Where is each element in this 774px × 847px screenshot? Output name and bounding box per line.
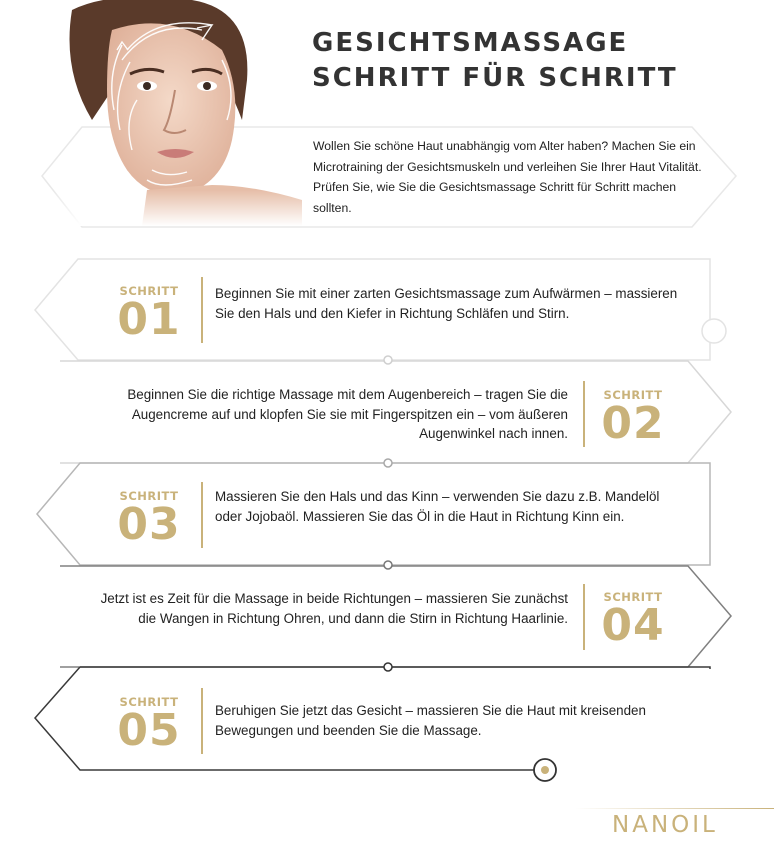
step-2-word: SCHRITT xyxy=(603,388,663,402)
step-1-number: 01 xyxy=(117,294,181,345)
step-5-word: SCHRITT xyxy=(119,695,179,709)
step-2-divider xyxy=(583,381,585,447)
step-3-divider xyxy=(201,482,203,548)
step-2-text: Beginnen Sie die richtige Massage mit dem Augenbereich – tragen Sie die Augencreme auf und klopfen Sie sie mit Fingerspitzen ein – vom äußeren Augenwinkel nach innen. xyxy=(127,387,568,441)
title-line-2: SCHRITT FÜR SCHRITT xyxy=(312,63,678,93)
brand-logo: NANOIL xyxy=(612,812,718,838)
step-3-number: 03 xyxy=(117,499,181,550)
step-1-word: SCHRITT xyxy=(119,284,179,298)
step-5-label xyxy=(104,695,194,756)
intro-text: Wollen Sie schöne Haut unabhängig vom Alter haben? Machen Sie ein Microtraining der Gesichtsmuskeln und verleihen Sie Ihrer Haut Vitalität. Prüfen Sie, wie Sie die Gesichtsmassage Schritt für Schritt machen sollten. xyxy=(313,139,702,215)
step-2-label xyxy=(588,388,678,449)
step-3-text: Massieren Sie den Hals und das Kinn – verwenden Sie dazu z.B. Mandelöl oder Jojobaöl. Massieren Sie das Öl in die Haut in Richtung Kinn ein. xyxy=(215,489,660,524)
face-massage-illustration xyxy=(52,0,302,226)
step-1-text: Beginnen Sie mit einer zarten Gesichtsmassage zum Aufwärmen – massieren Sie den Hals und den Kiefer in Richtung Schläfen und Stirn. xyxy=(215,286,678,321)
step-4-divider xyxy=(583,584,585,650)
step-3-word: SCHRITT xyxy=(119,489,179,503)
step-4-text: Jetzt ist es Zeit für die Massage in beide Richtungen – massieren Sie zunächst die Wangen in Richtung Ohren, und dann die Stirn in Richtung Haarlinie. xyxy=(100,591,568,626)
step-5-divider xyxy=(201,688,203,754)
brand-line xyxy=(575,808,774,809)
title-line-1: GESICHTSMASSAGE xyxy=(312,28,629,58)
step-2-number: 02 xyxy=(601,398,665,449)
step-5-text: Beruhigen Sie jetzt das Gesicht – massieren Sie die Haut mit kreisenden Bewegungen und beenden Sie die Massage. xyxy=(215,703,646,738)
step-4-word: SCHRITT xyxy=(603,590,663,604)
step-4-number: 04 xyxy=(601,600,665,651)
page-title xyxy=(312,26,678,96)
step-1-label xyxy=(104,284,194,345)
step-5-number: 05 xyxy=(117,705,181,756)
step-1-divider xyxy=(201,277,203,343)
step-4-label xyxy=(588,590,678,651)
step-3-label xyxy=(104,489,194,550)
